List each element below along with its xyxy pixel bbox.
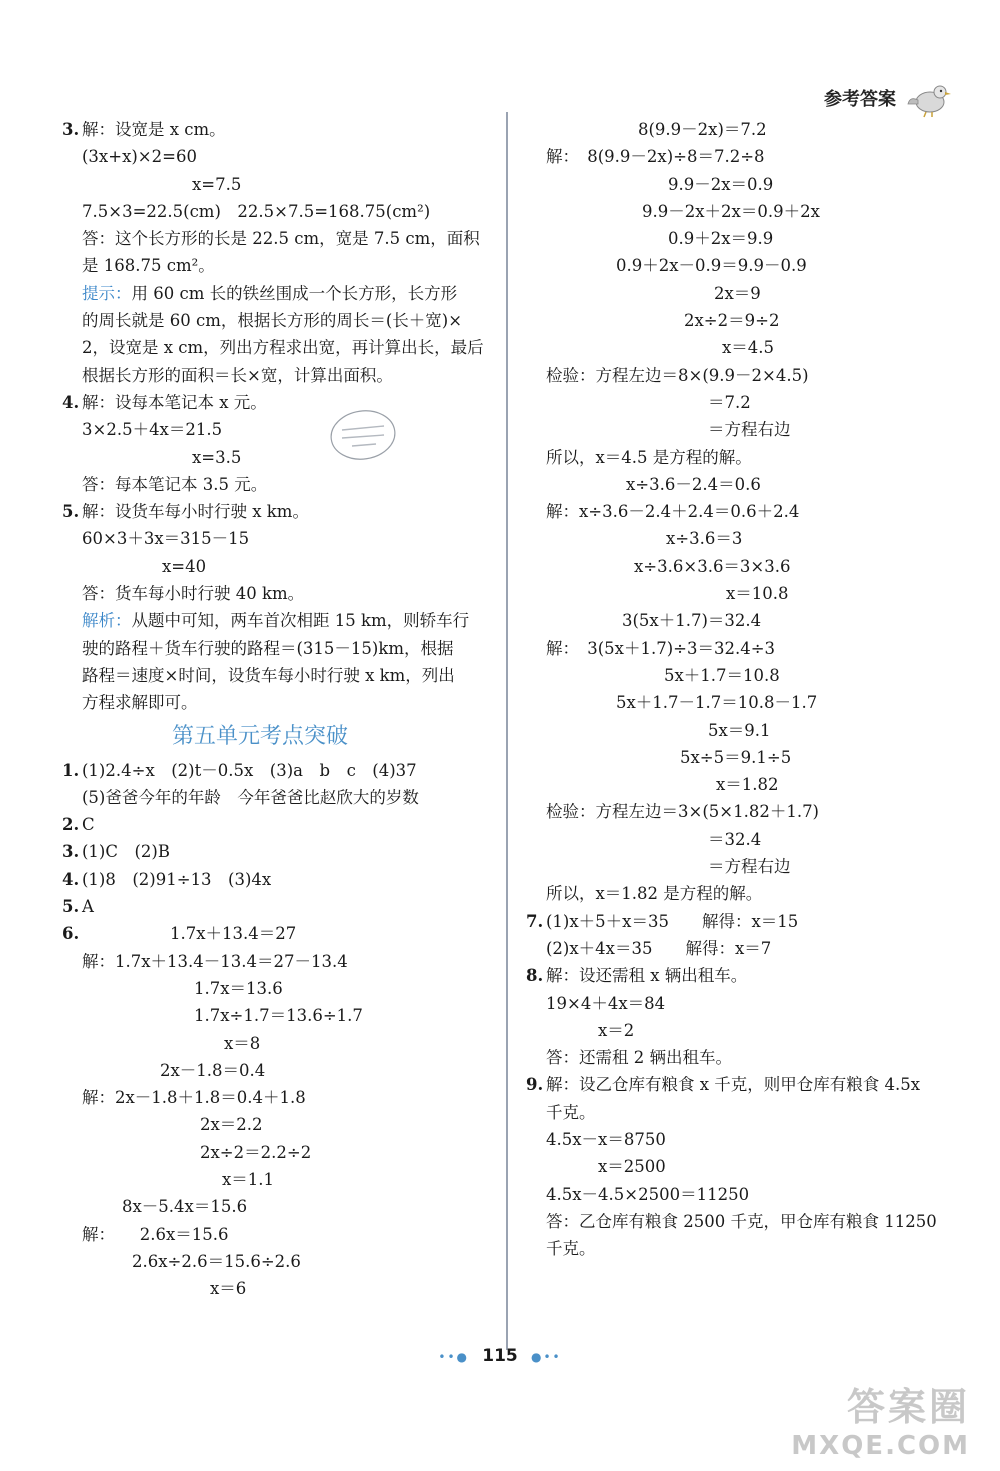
answer-text: 千克。 — [546, 1102, 596, 1122]
answer-line — [62, 116, 502, 143]
answer-line — [62, 662, 502, 689]
answer-line — [62, 757, 502, 784]
answer-line — [526, 1099, 966, 1126]
answer-line — [62, 838, 502, 865]
answer-text: x＝1.1 — [222, 1169, 275, 1189]
answer-text: 5x÷5＝9.1÷5 — [680, 747, 792, 767]
answer-line — [526, 826, 966, 853]
answer-text: 解：x÷3.6－2.4＋2.4＝0.6＋2.4 — [546, 502, 800, 522]
answer-text: (3x+x)×2=60 — [82, 147, 197, 167]
question-number: 5. — [62, 897, 80, 917]
answer-text: 3×2.5＋4x＝21.5 — [82, 420, 223, 440]
question-number: 4. — [62, 392, 80, 412]
right-column — [526, 116, 966, 1262]
answer-line — [526, 116, 966, 143]
answer-text: ＝方程右边 — [708, 420, 791, 440]
answer-line — [526, 1208, 966, 1235]
answer-line — [526, 280, 966, 307]
answer-text: 路程＝速度×时间，设货车每小时行驶 x km，列出 — [82, 665, 455, 685]
answer-text: 所以，x＝1.82 是方程的解。 — [546, 884, 763, 904]
answer-line — [526, 717, 966, 744]
answer-text: x＝6 — [210, 1279, 247, 1299]
question-number: 8. — [526, 966, 544, 986]
answer-text: 5x＝9.1 — [708, 720, 771, 740]
answer-text: (1)8 (2)91÷13 (3)4x — [82, 869, 272, 889]
answer-text: x＝2 — [598, 1020, 635, 1040]
answer-line — [526, 198, 966, 225]
answer-text: 答：每本笔记本 3.5 元。 — [82, 474, 268, 494]
answer-text: 9.9－2x＝0.9 — [668, 174, 774, 194]
question-number: 5. — [62, 502, 80, 522]
answer-line — [526, 1235, 966, 1262]
answer-line — [62, 334, 502, 361]
answer-text: 方程求解即可。 — [82, 693, 198, 713]
answer-text: x＝10.8 — [726, 584, 789, 604]
answer-line — [62, 280, 502, 307]
answer-text: 0.9＋2x＝9.9 — [668, 229, 774, 249]
answer-line — [526, 1153, 966, 1180]
answer-line — [62, 1221, 502, 1248]
page-footer — [0, 1346, 1000, 1366]
answer-text: 解：设每本笔记本 x 元。 — [82, 392, 267, 412]
answer-line — [62, 225, 502, 252]
answer-text: (2)x＋4x＝35 解得：x＝7 — [546, 938, 772, 958]
answer-text: A — [82, 897, 94, 917]
answer-text: 2x÷2＝9÷2 — [684, 311, 780, 331]
question-number: 6. — [62, 924, 80, 944]
answer-text: 8x－5.4x＝15.6 — [122, 1197, 248, 1217]
answer-text — [82, 280, 457, 307]
answer-line — [526, 225, 966, 252]
question-number: 7. — [526, 911, 544, 931]
question-number: 2. — [62, 815, 80, 835]
question-number: 9. — [526, 1075, 544, 1095]
left-column — [62, 116, 502, 1302]
answer-text: 是 168.75 cm²。 — [82, 256, 215, 276]
answer-text: 2x＝9 — [714, 283, 761, 303]
answer-line — [62, 389, 502, 416]
answer-line — [526, 143, 966, 170]
answer-text: ＝32.4 — [708, 829, 762, 849]
answer-text: 解：设乙仓库有粮食 x 千克，则甲仓库有粮食 4.5x — [546, 1075, 921, 1095]
answer-line — [62, 1193, 502, 1220]
answer-line — [526, 990, 966, 1017]
answer-line — [526, 935, 966, 962]
answer-text: 8(9.9－2x)＝7.2 — [638, 120, 767, 139]
answer-text: 1.7x＝13.6 — [194, 978, 283, 998]
question-number: 3. — [62, 120, 80, 139]
answer-line — [62, 307, 502, 334]
answer-text: (5)爸爸今年的年龄 今年爸爸比赵欣大的岁数 — [82, 787, 419, 807]
answer-text: 4.5x－4.5×2500＝11250 — [546, 1184, 750, 1204]
answer-line — [526, 580, 966, 607]
answer-text: (1)C (2)B — [82, 842, 170, 862]
answer-text: 解： 8(9.9－2x)÷8＝7.2÷8 — [546, 147, 765, 167]
answer-line — [526, 553, 966, 580]
answer-text: 1.7x÷1.7＝13.6÷1.7 — [194, 1006, 363, 1026]
answer-line — [62, 866, 502, 893]
answer-line — [62, 1057, 502, 1084]
answer-line — [526, 798, 966, 825]
answer-line — [526, 635, 966, 662]
answer-line — [526, 662, 966, 689]
answer-text: 解：1.7x＋13.4－13.4＝27－13.4 — [82, 951, 348, 971]
answer-text: 9.9－2x＋2x＝0.9＋2x — [642, 201, 820, 221]
bird-logo-icon — [904, 78, 952, 118]
header-title: 参考答案 — [824, 89, 896, 110]
answer-text: ＝方程右边 — [708, 857, 791, 877]
answer-line — [526, 252, 966, 279]
watermark-main: 答案圈 — [846, 1385, 970, 1429]
page-number: 115 — [482, 1346, 518, 1366]
answer-text: 3(5x＋1.7)＝32.4 — [622, 611, 762, 631]
footer-dots-left: ••● — [438, 1350, 469, 1364]
answer-line — [62, 416, 502, 443]
answer-text: 7.5×3=22.5(cm) 22.5×7.5=168.75(cm²) — [82, 201, 431, 221]
answer-text: 解：设还需租 x 辆出租车。 — [546, 966, 748, 986]
answer-line — [62, 1030, 502, 1057]
answer-line — [526, 1017, 966, 1044]
section-title: 第五单元考点突破 — [172, 723, 349, 749]
question-number: 3. — [62, 842, 80, 862]
answer-line — [62, 1139, 502, 1166]
answer-text: x=3.5 — [192, 447, 242, 467]
answer-line — [62, 811, 502, 838]
answer-text: 解： 3(5x＋1.7)÷3＝32.4÷3 — [546, 638, 776, 658]
answer-text: x=7.5 — [192, 174, 242, 194]
answer-line — [526, 471, 966, 498]
answer-text: x＝2500 — [598, 1157, 666, 1177]
answer-line — [526, 908, 966, 935]
answer-line — [62, 635, 502, 662]
hint-text: 用 60 cm 长的铁丝围成一个长方形，长方形 — [131, 283, 458, 303]
answer-line — [62, 580, 502, 607]
answer-line — [62, 689, 502, 716]
hint-text: 从题中可知，两车首次相距 15 km，则轿车行 — [131, 611, 470, 631]
answer-line — [62, 975, 502, 1002]
answer-line — [526, 1181, 966, 1208]
watermark — [791, 1376, 970, 1461]
answer-line — [526, 1044, 966, 1071]
answer-line — [62, 893, 502, 920]
answer-line — [526, 307, 966, 334]
answer-text: 解：2x－1.8＋1.8＝0.4＋1.8 — [82, 1088, 306, 1108]
answer-text: x=40 — [162, 556, 207, 576]
answer-text: 解： 2.6x＝15.6 — [82, 1224, 229, 1244]
answer-text — [82, 607, 469, 634]
answer-text: 5x＋1.7＝10.8 — [664, 665, 780, 685]
answer-text: 2x÷2＝2.2÷2 — [200, 1142, 312, 1162]
answer-text: 答：货车每小时行驶 40 km。 — [82, 584, 305, 604]
answer-line — [526, 853, 966, 880]
answer-text: 1.7x＋13.4＝27 — [170, 924, 297, 944]
answer-text: x＝4.5 — [722, 338, 775, 358]
answer-text: 检验：方程左边＝8×(9.9－2×4.5) — [546, 365, 809, 385]
answer-text: 2x－1.8＝0.4 — [160, 1060, 266, 1080]
answer-text: 5x＋1.7－1.7＝10.8－1.7 — [616, 693, 818, 713]
answer-text: x÷3.6＝3 — [666, 529, 743, 549]
watermark-url: MXQE.COM — [791, 1431, 970, 1461]
answer-text: 千克。 — [546, 1239, 596, 1259]
answer-line — [62, 1248, 502, 1275]
answer-text: 答：乙仓库有粮食 2500 千克，甲仓库有粮食 11250 — [546, 1211, 937, 1231]
answer-line — [62, 784, 502, 811]
answer-text: 解：设货车每小时行驶 x km。 — [82, 502, 309, 522]
answer-line — [62, 920, 502, 947]
answer-text: 60×3＋3x＝315－15 — [82, 529, 250, 549]
answer-line — [62, 444, 502, 471]
answer-text: 的周长就是 60 cm，根据长方形的周长＝(长＋宽)× — [82, 311, 463, 331]
answer-line — [62, 1084, 502, 1111]
answer-text: 4.5x－x＝8750 — [546, 1129, 666, 1149]
answer-line — [526, 689, 966, 716]
page-header — [824, 78, 952, 118]
hint-label: 提示： — [82, 283, 132, 303]
answer-text: ＝7.2 — [708, 392, 751, 412]
answer-text: 驶的路程＋货车行驶的路程＝(315－15)km，根据 — [82, 638, 454, 658]
answer-text: x÷3.6－2.4＝0.6 — [626, 474, 761, 494]
answer-line — [62, 143, 502, 170]
answer-line — [526, 771, 966, 798]
answer-line — [526, 962, 966, 989]
answer-line — [526, 444, 966, 471]
answer-text: 解：设宽是 x cm。 — [82, 120, 226, 139]
answer-text: 2x＝2.2 — [200, 1115, 263, 1135]
answer-line — [526, 880, 966, 907]
answer-line — [62, 607, 502, 634]
answer-text: x＝1.82 — [716, 775, 779, 795]
answer-line — [62, 362, 502, 389]
answer-line — [62, 1002, 502, 1029]
answer-line — [526, 171, 966, 198]
answer-text: 答：还需租 2 辆出租车。 — [546, 1048, 732, 1068]
hint-label: 解析： — [82, 611, 132, 631]
answer-line — [62, 171, 502, 198]
answer-line — [526, 525, 966, 552]
column-divider — [506, 112, 508, 1350]
answer-text: 2.6x÷2.6＝15.6÷2.6 — [132, 1251, 301, 1271]
answer-text: 19×4＋4x＝84 — [546, 993, 666, 1013]
answer-text: (1)2.4÷x (2)t－0.5x (3)a b c (4)37 — [82, 760, 417, 780]
answer-line — [526, 334, 966, 361]
footer-dots-right: ●•• — [531, 1350, 562, 1364]
answer-line — [526, 607, 966, 634]
answer-line — [526, 416, 966, 443]
answer-text: x÷3.6×3.6＝3×3.6 — [634, 556, 791, 576]
answer-line — [62, 1166, 502, 1193]
answer-text: 2，设宽是 x cm，列出方程求出宽，再计算出长，最后 — [82, 338, 484, 358]
answer-text: 根据长方形的面积＝长×宽，计算出面积。 — [82, 365, 393, 385]
answer-text: C — [82, 815, 95, 835]
stamp-icon — [328, 408, 398, 462]
answer-line — [526, 498, 966, 525]
answer-line — [62, 553, 502, 580]
answer-line — [62, 198, 502, 225]
answer-text: 0.9＋2x－0.9＝9.9－0.9 — [616, 256, 807, 276]
answer-line — [62, 471, 502, 498]
answer-line — [62, 498, 502, 525]
answer-line — [526, 362, 966, 389]
answer-text: (1)x＋5＋x＝35 解得：x＝15 — [546, 911, 799, 931]
answer-line — [526, 744, 966, 771]
answer-line — [62, 948, 502, 975]
answer-text: 答：这个长方形的长是 22.5 cm，宽是 7.5 cm，面积 — [82, 229, 480, 249]
answer-text: x＝8 — [224, 1033, 261, 1053]
answer-line — [526, 1071, 966, 1098]
answer-line — [62, 1275, 502, 1302]
answer-text: 检验：方程左边＝3×(5×1.82＋1.7) — [546, 802, 819, 822]
answer-line — [526, 389, 966, 416]
answer-line — [62, 252, 502, 279]
answer-text: 所以，x＝4.5 是方程的解。 — [546, 447, 752, 467]
answer-line — [62, 525, 502, 552]
question-number: 1. — [62, 760, 80, 780]
answer-line — [62, 1111, 502, 1138]
question-number: 4. — [62, 869, 80, 889]
answer-line — [526, 1126, 966, 1153]
